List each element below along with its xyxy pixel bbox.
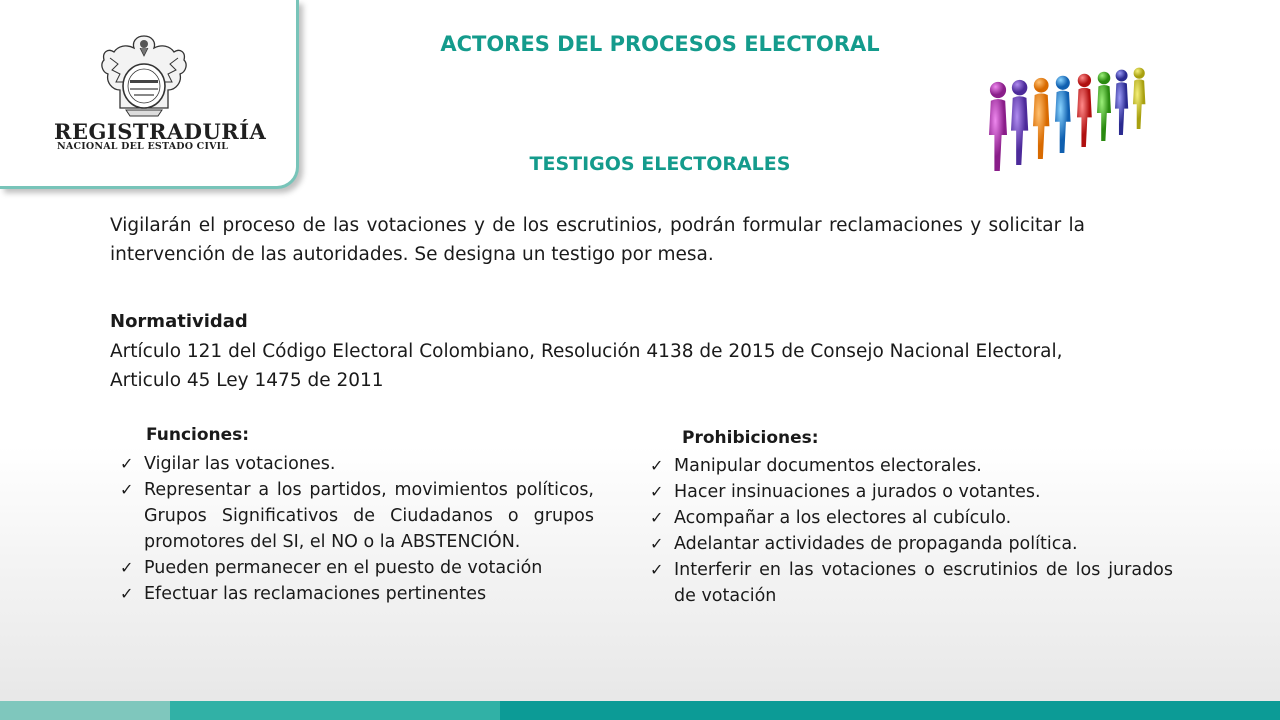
footer-bar-segment	[170, 701, 500, 720]
normatividad-heading: Normatividad	[110, 311, 248, 332]
footer-bar-segment	[500, 701, 1280, 720]
list-item-text: Manipular documentos electorales.	[674, 456, 982, 476]
org-subname: NACIONAL DEL ESTADO CIVIL	[57, 141, 229, 152]
list-item	[646, 531, 1173, 557]
intro-paragraph: Vigilarán el proceso de las votaciones y de los escrutinios, podrán formular reclamaciones y solicitar la intervención de las autoridades. Se designa un testigo por mesa.	[110, 215, 1085, 265]
list-item	[116, 581, 594, 607]
footer-bar-segment	[0, 701, 170, 720]
people-line-icon	[985, 65, 1150, 190]
check-mark-icon: ✓	[650, 534, 664, 553]
eagle-seal-icon	[96, 30, 192, 120]
list-item	[116, 555, 594, 581]
logo-card	[0, 0, 299, 189]
list-item-text: Vigilar las votaciones.	[144, 454, 336, 474]
list-item-text: Hacer insinuaciones a jurados o votantes.	[674, 482, 1041, 502]
list-item	[646, 453, 1173, 479]
list-item-text: Efectuar las reclamaciones pertinentes	[144, 584, 487, 604]
check-mark-icon: ✓	[120, 454, 134, 473]
list-item	[116, 451, 594, 477]
list-item-text: Acompañar a los electores al cubículo.	[674, 508, 1012, 528]
list-item	[116, 477, 594, 555]
list-item-text: Adelantar actividades de propaganda política.	[674, 534, 1078, 554]
list-item-text: Representar a los partidos, movimientos políticos, Grupos Significativos de Ciudadanos o grupos promotores del SI, el NO o la ABSTENCIÓN.	[144, 480, 594, 552]
list-item	[646, 505, 1173, 531]
list-item	[646, 557, 1173, 609]
section-subtitle: TESTIGOS ELECTORALES	[529, 153, 791, 175]
prohibiciones-heading: Prohibiciones:	[682, 428, 819, 448]
check-mark-icon: ✓	[120, 480, 134, 499]
check-mark-icon: ✓	[650, 508, 664, 527]
list-item-text: Pueden permanecer en el puesto de votación	[144, 558, 543, 578]
prohibiciones-list	[646, 453, 1173, 609]
org-name: REGISTRADURÍA	[54, 119, 267, 144]
check-mark-icon: ✓	[120, 584, 134, 603]
funciones-heading: Funciones:	[146, 425, 250, 445]
check-mark-icon: ✓	[650, 482, 664, 501]
normatividad-text: Artículo 121 del Código Electoral Colombiano, Resolución 4138 de 2015 de Consejo Nacional Electoral, Articulo 45 Ley 1475 de 2011	[110, 341, 1063, 391]
check-mark-icon: ✓	[120, 558, 134, 577]
list-item	[646, 479, 1173, 505]
list-item-text: Interferir en las votaciones o escrutinios de los jurados de votación	[674, 560, 1173, 606]
check-mark-icon: ✓	[650, 456, 664, 475]
check-mark-icon: ✓	[650, 560, 664, 579]
page-title: ACTORES DEL PROCESOS ELECTORAL	[440, 32, 880, 56]
funciones-list	[116, 451, 594, 607]
